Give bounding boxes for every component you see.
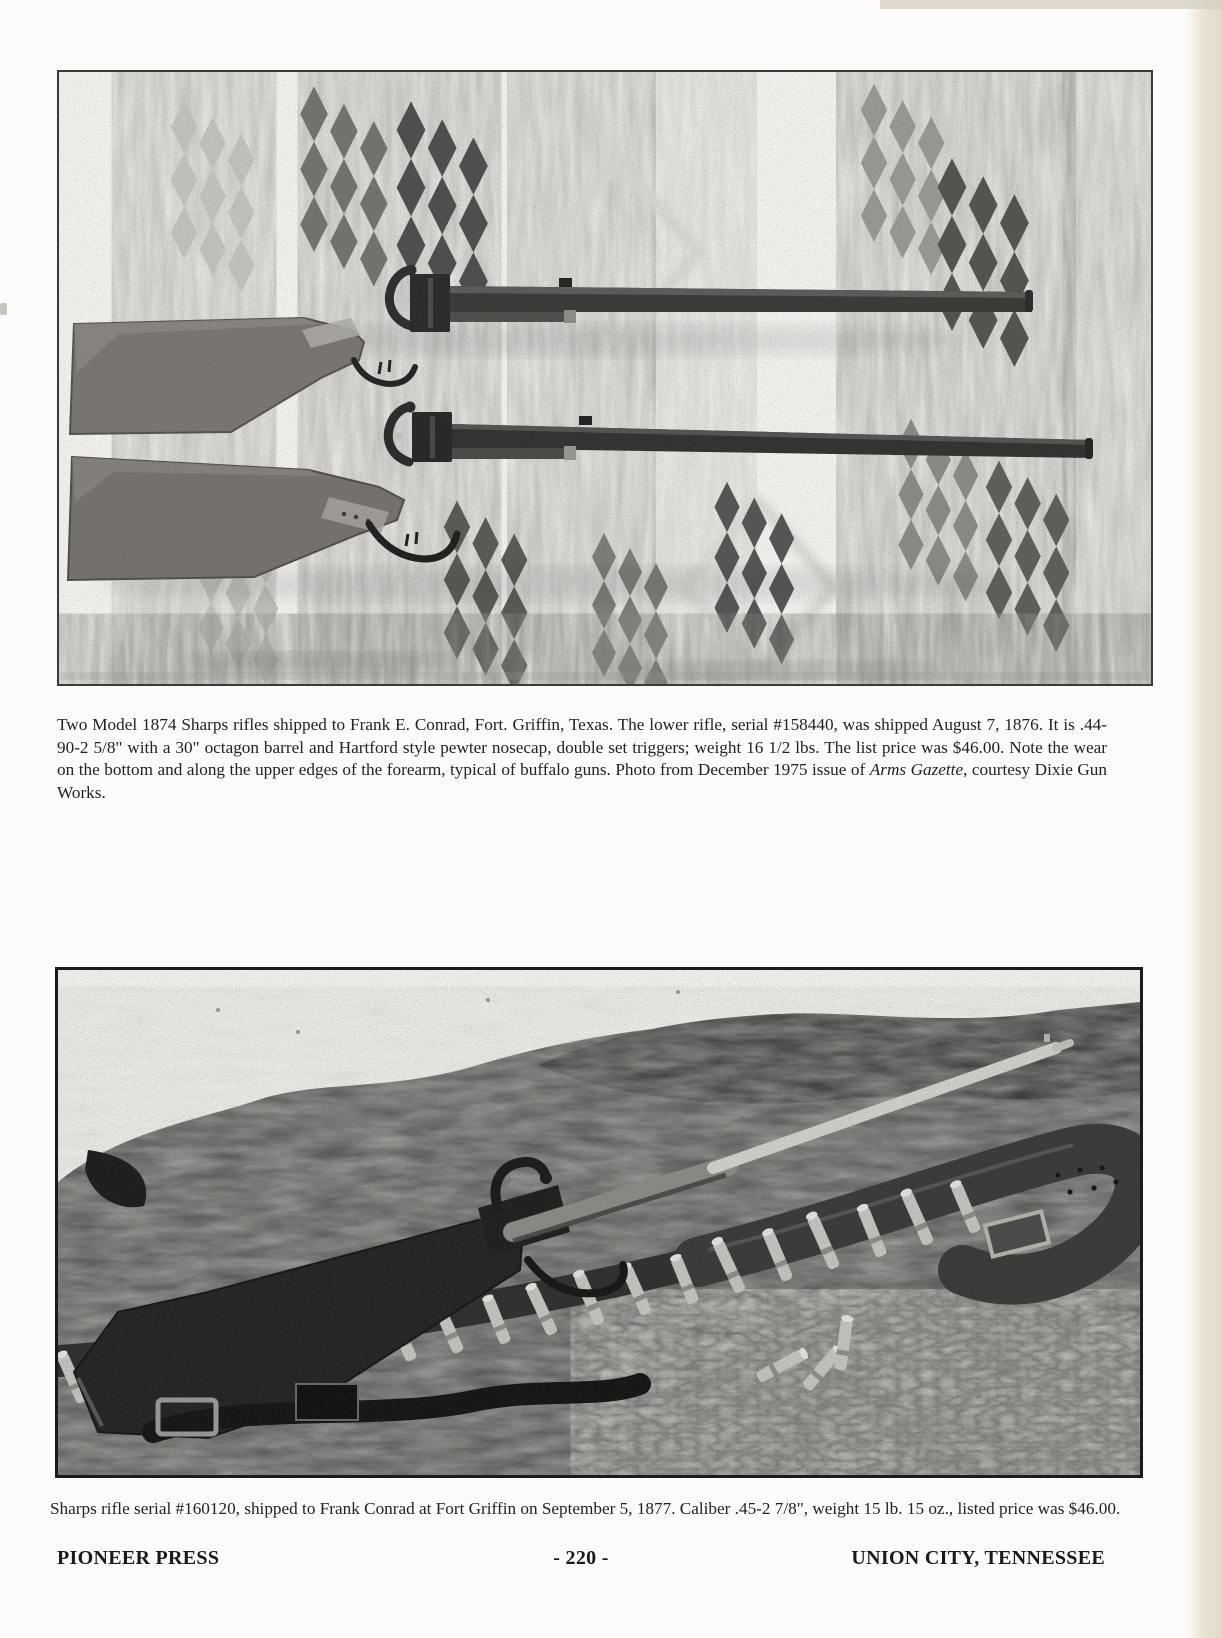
scan-mark <box>0 303 7 315</box>
figure1-caption-text: Two Model 1874 Sharps rifles shipped to Frank E. Conrad, Fort. Griffin, Texas. The lower rifle, serial #158440, was shipped August 7, 1876. It is .44-90-2 5/8" with a 30" octagon barrel and Hartford style pewter nosecap, double set triggers; weight 16 1/2 lbs. The list price was $46.00. Note the wear on the bottom and along the upper edges of the forearm, typical of buffalo guns. Photo from December 1975 issue of <box>57 715 1107 780</box>
photo-sharps-rifle-cartridge-belt <box>55 967 1143 1478</box>
publisher-name: PIONEER PRESS <box>57 1547 220 1569</box>
rifles-on-blanket-illustration <box>59 72 1151 684</box>
figure2-caption: Sharps rifle serial #160120, shipped to Frank Conrad at Fort Griffin on September 5, 1877. Caliber .45-2 7/8", weight 15 lb. 15 oz., listed price was $46.00. <box>50 1499 1121 1519</box>
figure1-caption <box>57 714 1107 804</box>
figure1-caption-italic: Arms Gazette <box>869 760 964 780</box>
page-edge-shadow <box>1186 0 1222 1638</box>
photo-two-sharps-rifles-on-blanket <box>57 70 1153 686</box>
photo-grain <box>58 970 1140 1475</box>
figure1-caption-end: , courtesy Dixie Gun Works. <box>57 760 1107 802</box>
page-footer <box>57 1547 1105 1570</box>
publisher-location: UNION CITY, TENNESSEE <box>851 1547 1105 1569</box>
scan-edge-artifact <box>880 0 1222 9</box>
page-number: - 220 - <box>553 1547 609 1569</box>
photo-grain <box>59 72 1151 684</box>
rifle-cartridge-belt-illustration <box>58 970 1140 1475</box>
